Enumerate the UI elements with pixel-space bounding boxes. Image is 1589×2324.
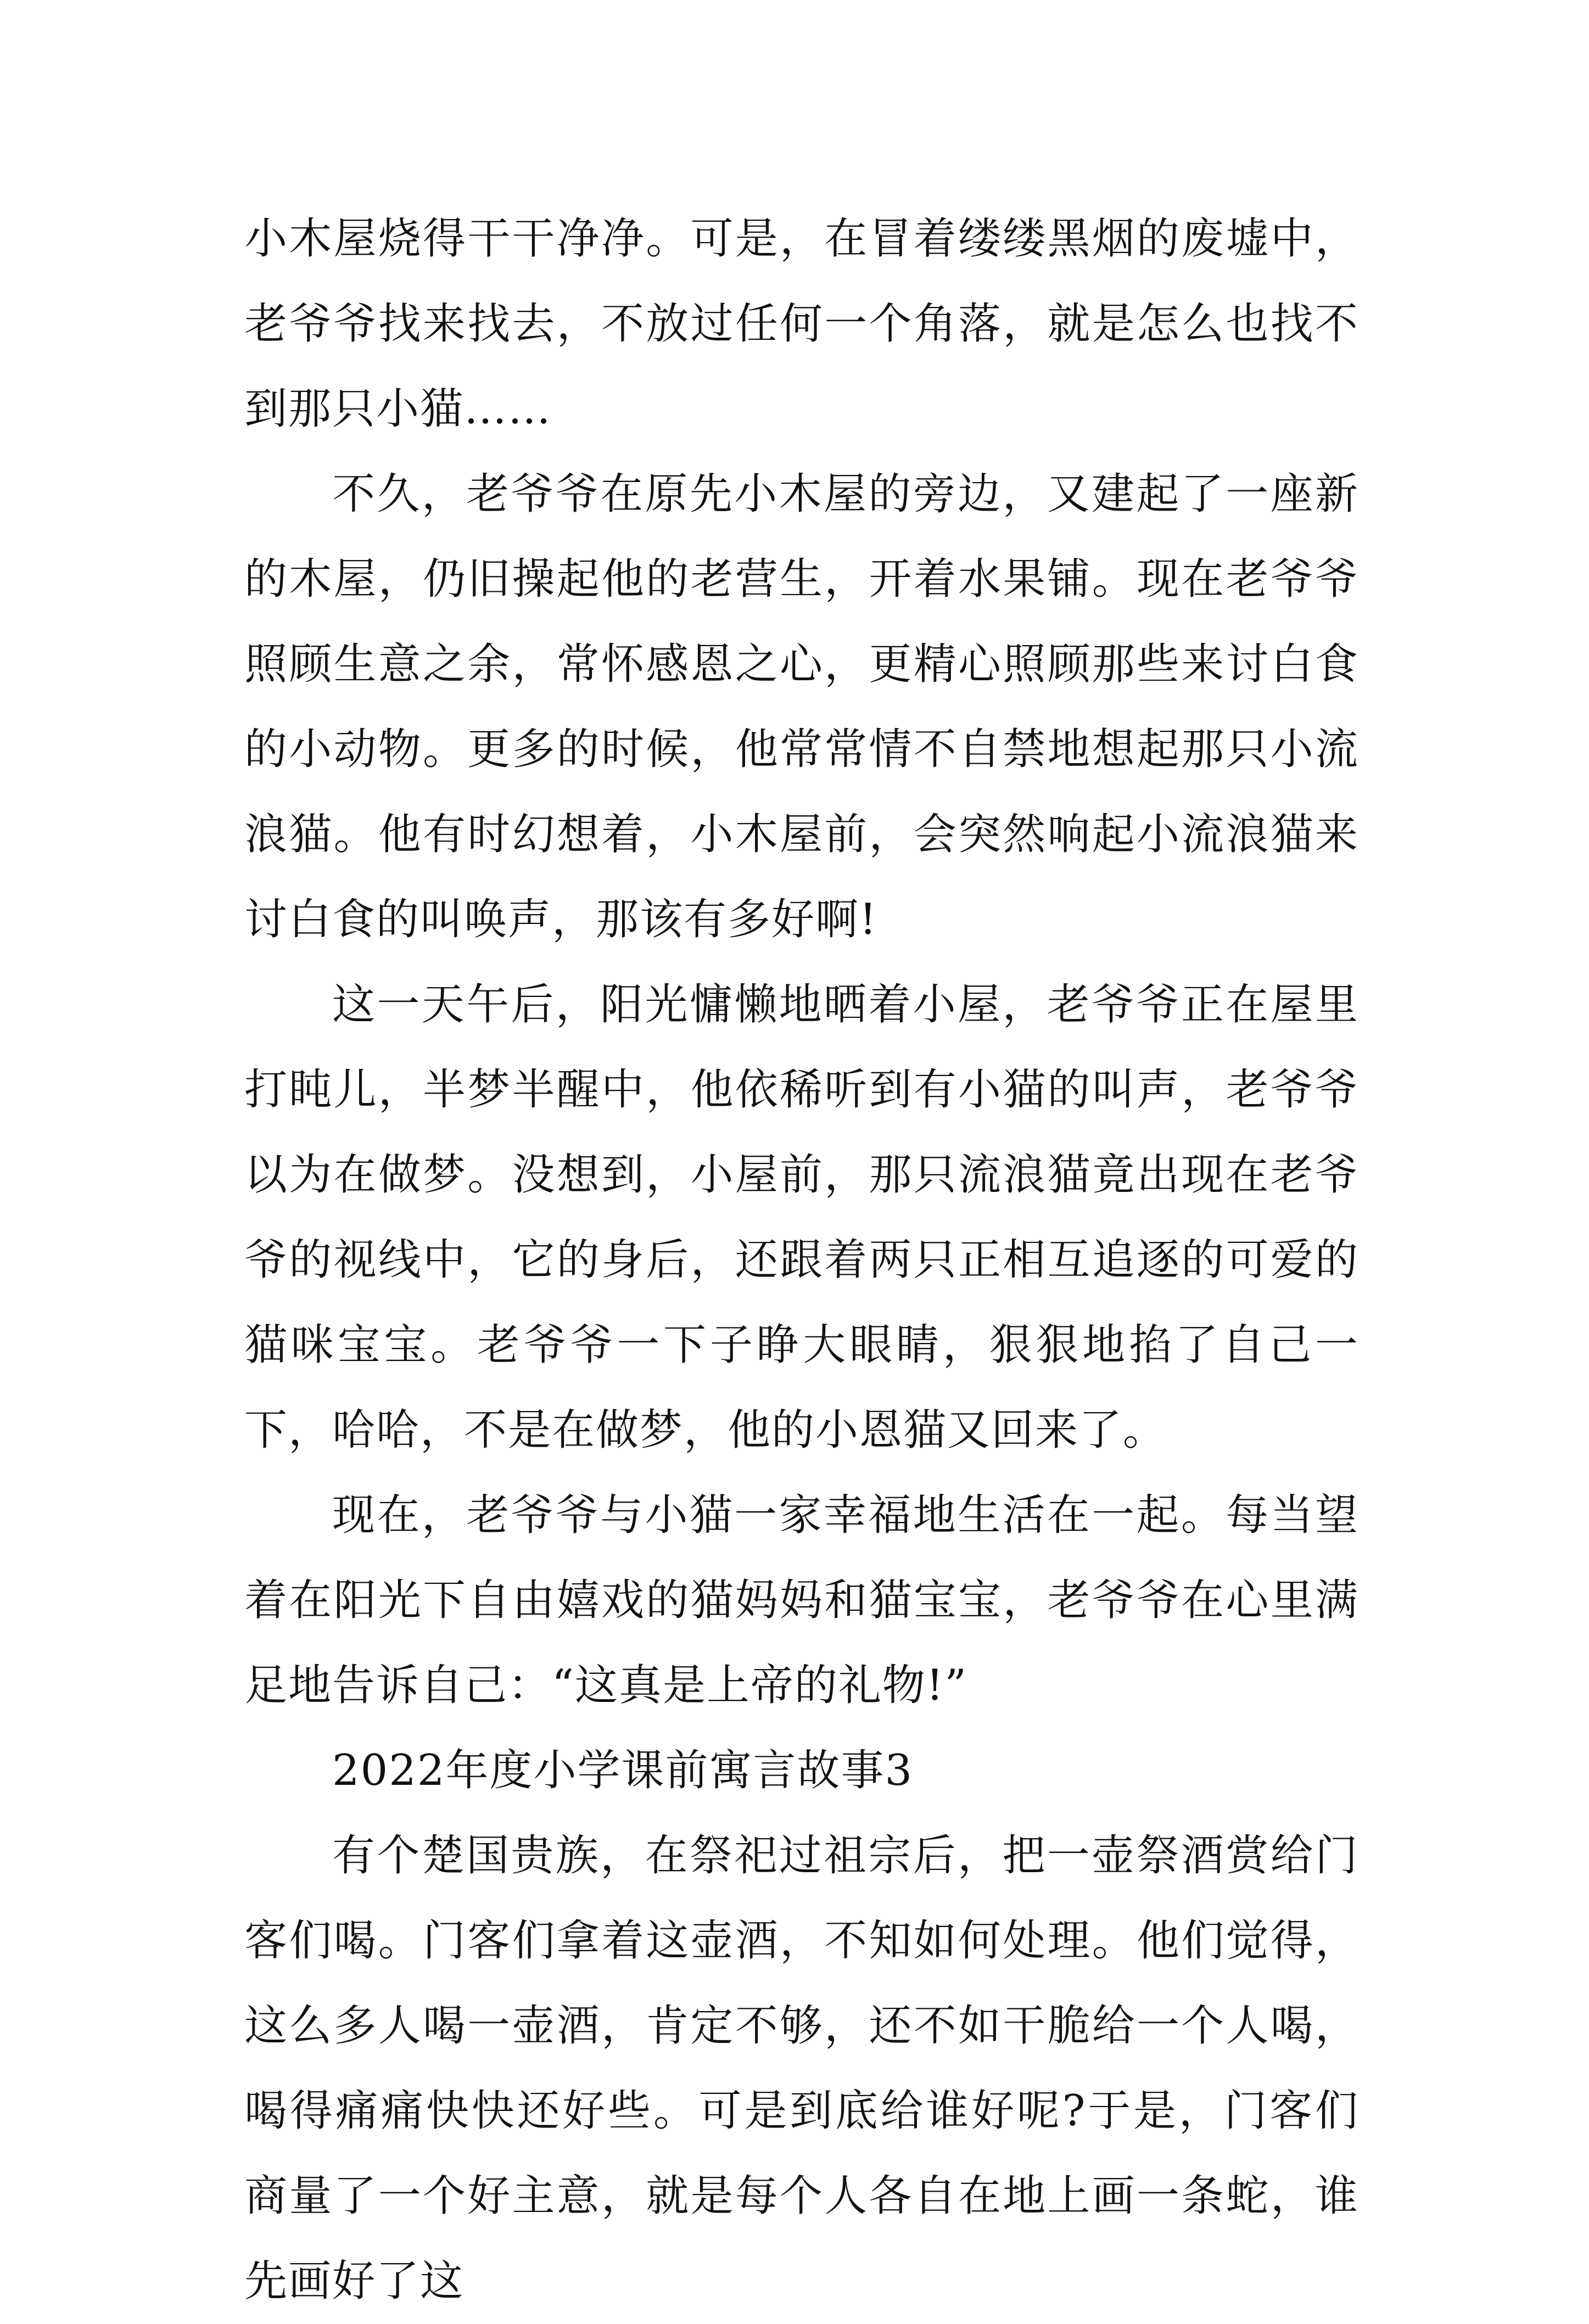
paragraph-continuation: 小木屋烧得干干净净。可是，在冒着缕缕黑烟的废墟中，老爷爷找来找去，不放过任何一个角落，就是怎么也找不到那只小猫……: [244, 214, 1359, 434]
paragraph: 现在，老爷爷与小猫一家幸福地生活在一起。每当望着在阳光下自由嬉戏的猫妈妈和猫宝宝，老爷爷在心里满足地告诉自己：“这真是上帝的礼物!”: [244, 1491, 1359, 1710]
paragraph: 不久，老爷爷在原先小木屋的旁边，又建起了一座新的木屋，仍旧操起他的老营生，开着水果铺。现在老爷爷照顾生意之余，常怀感恩之心，更精心照顾那些来讨白食的小动物。更多的时候，他常常情不自禁地想起那只小流浪猫。他有时幻想着，小木屋前，会突然响起小流浪猫来讨白食的叫唤声，那该有多好啊!: [244, 469, 1359, 944]
section-heading: 2022年度小学课前寓言故事3: [332, 1746, 914, 1795]
paragraph: 有个楚国贵族，在祭祀过祖宗后，把一壶祭酒赏给门客们喝。门客们拿着这壶酒，不知如何处理。他们觉得，这么多人喝一壶酒，肯定不够，还不如干脆给一个人喝，喝得痛痛快快还好些。可是到底给谁好呢?于是，门客们商量了一个好主意，就是每个人各自在地上画一条蛇，谁先画好了这: [244, 1831, 1359, 2306]
document-body: [244, 197, 1359, 2324]
paragraph: 这一天午后，阳光慵懒地晒着小屋，老爷爷正在屋里打盹儿，半梦半醒中，他依稀听到有小猫的叫声，老爷爷以为在做梦。没想到，小屋前，那只流浪猫竟出现在老爷爷的视线中，它的身后，还跟着两只正相互追逐的可爱的猫咪宝宝。老爷爷一下子睁大眼睛，狠狠地掐了自己一下，哈哈，不是在做梦，他的小恩猫又回来了。: [244, 980, 1359, 1455]
